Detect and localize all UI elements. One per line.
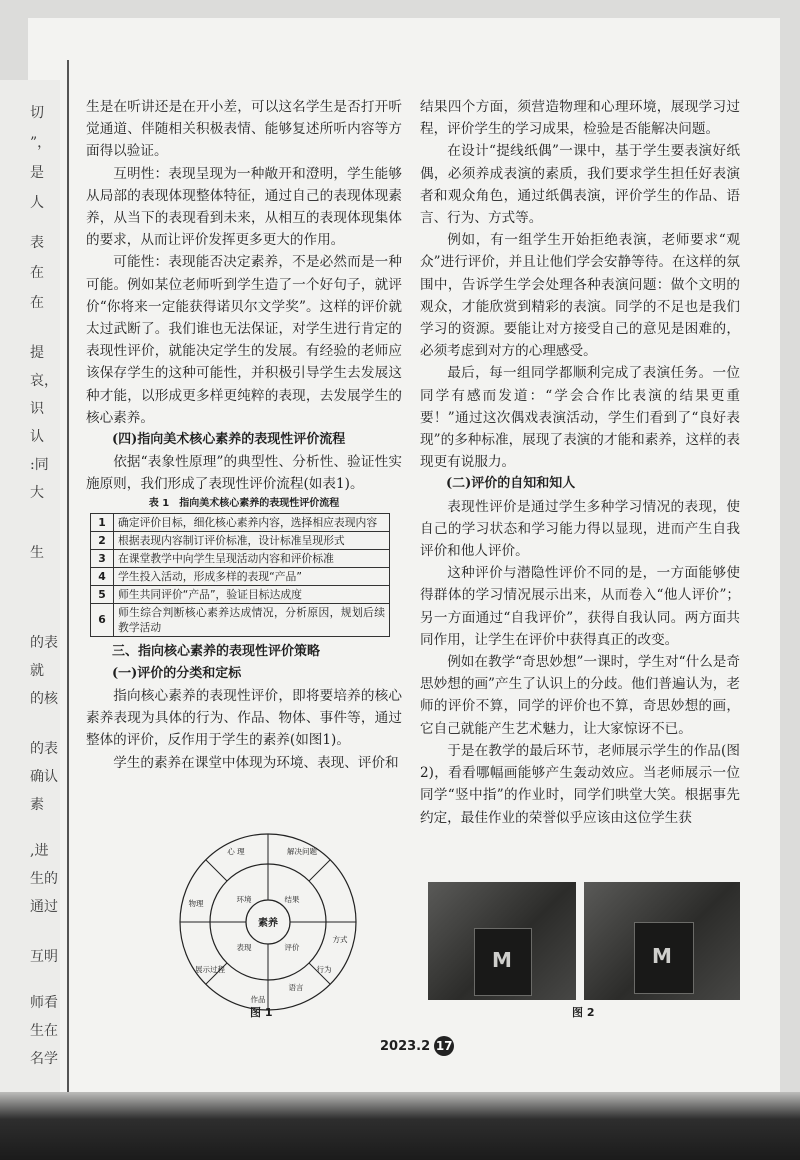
bleed-text-fragment: 是 <box>30 165 44 181</box>
paragraph: 例如，有一组学生开始拒绝表演，老师要求“观众”进行评价，并且让他们学会安静等待。在这样的氛围中，告诉学生学会处理各种表演问题：做个文明的观众，才能欣赏到精彩的表演。同学的不足也是我们学习的资源。要能让对方接受自己的意见是困难的，必须考虑到对方的心理感受。 <box>420 232 740 360</box>
bleed-text-fragment: 生 <box>30 545 44 561</box>
outer-label: 解决问题 <box>287 847 317 856</box>
table-row <box>91 549 390 567</box>
row-number: 5 <box>91 585 114 603</box>
bleed-text-fragment: 的表 <box>30 635 58 651</box>
outer-label: 方式 <box>332 935 348 944</box>
paragraph: 这种评价与潜隐性评价不同的是，一方面能够使得群体的学习情况展示出来，从而卷入“他人评价”；另一方面通过“自我评价”，获得自我认同。两方面共同作用，让学生在评价中获得真正的改变。 <box>420 565 740 648</box>
bleed-text-fragment: 通过 <box>30 899 58 915</box>
page-footer <box>380 1036 454 1056</box>
bleed-text-fragment: 提 <box>30 345 44 361</box>
inner-label: 表现 <box>236 943 252 952</box>
bleed-text-fragment: 生在 <box>30 1023 58 1039</box>
previous-page-bleed <box>0 80 60 1120</box>
figure-1-caption: 图 1 <box>250 1006 273 1019</box>
bleed-text-fragment: 在 <box>30 295 44 311</box>
subsection-heading: (一)评价的分类和定标 <box>112 665 242 681</box>
inner-label: 环境 <box>236 895 252 904</box>
paragraph: 在设计“提线纸偶”一课中，基于学生要表演好纸偶，必须养成表演的素质，我们要求学生担任好表演者和观众角色，通过纸偶表演，评价学生的作品、语言、行为、方式等。 <box>420 143 740 227</box>
table-row <box>91 603 390 636</box>
bleed-text-fragment: 大 <box>30 485 44 501</box>
bleed-text-fragment: 哀， <box>30 373 58 389</box>
page-fold-line <box>67 60 69 1105</box>
row-number: 1 <box>91 513 114 531</box>
row-text: 在课堂教学中向学生呈现活动内容和评价标准 <box>114 549 390 567</box>
section-heading: (四)指向美术核心素养的表现性评价流程 <box>112 432 346 448</box>
page-number: 17 <box>434 1036 454 1056</box>
outer-label: 心 理 <box>227 847 245 856</box>
outer-label: 行为 <box>316 965 332 974</box>
bleed-text-fragment: 师看 <box>30 995 58 1011</box>
paragraph: 指向核心素养的表现性评价，即将要培养的核心素养表现为具体的行为、作品、物体、事件等，通过整体的评价，反作用于学生的素养(如图1)。 <box>86 688 402 749</box>
paragraph: 学生的素养在课堂中体现为环境、表现、评价和 <box>113 754 399 771</box>
paragraph: 例如在教学“奇思妙想”一课时，学生对“什么是奇思妙想的画”产生了认识上的分歧。他们普遍认为，老师的评价不算，同学的评价也不算，奇思妙想的画，它自己就能产生艺术魅力，让大家惊讶不已。 <box>420 654 740 737</box>
scan-shadow-band <box>0 1092 800 1160</box>
row-number: 4 <box>91 567 114 585</box>
bleed-text-fragment: ”， <box>30 135 52 151</box>
bleed-text-fragment: 认 <box>30 429 44 445</box>
table-row <box>91 585 390 603</box>
bleed-text-fragment: 表 <box>30 235 44 251</box>
outer-label: 展示过程 <box>195 965 225 974</box>
row-text: 根据表现内容制订评价标准，设计标准呈现形式 <box>114 531 390 549</box>
outer-label: 物理 <box>188 899 204 908</box>
literacy-diagram-figure <box>178 832 358 1012</box>
paragraph: 于是在教学的最后环节，老师展示学生的作品(图2)，看看哪幅画能够产生轰动效应。当老师展示一位同学“竖中指”的作业时，同学们哄堂大笑。根据事先约定，最佳作业的荣誉似乎应该由这位学生获 <box>420 742 740 826</box>
row-text: 师生共同评价“产品”，验证目标达成度 <box>114 585 390 603</box>
row-text: 师生综合判断核心素养达成情况，分析原因，规划后续教学活动 <box>114 603 390 636</box>
bleed-text-fragment: 互明 <box>30 949 58 965</box>
outer-label: 语言 <box>288 983 304 992</box>
table-caption: 表 1 指向美术核心素养的表现性评价流程 <box>148 497 340 509</box>
table-row <box>91 531 390 549</box>
row-number: 3 <box>91 549 114 567</box>
bleed-text-fragment: 素 <box>30 797 44 813</box>
paragraph: 依据“表象性原理”的典型性、分析性、验证性实施原则，我们形成了表现性评价流程(如表1)。 <box>86 454 402 493</box>
bleed-text-fragment: 确认 <box>30 769 58 785</box>
inner-label: 结果 <box>284 895 300 904</box>
figure-2-caption: 图 2 <box>572 1006 595 1019</box>
row-number: 6 <box>91 603 114 636</box>
inner-label: 评价 <box>284 943 300 952</box>
bleed-text-fragment: 就 <box>30 663 44 679</box>
paragraph: 结果四个方面，须营造物理和心理环境，展现学习过程，评价学生的学习成果，检验是否能解决问题。 <box>420 99 740 138</box>
row-number: 2 <box>91 531 114 549</box>
outer-label: 作品 <box>250 995 266 1004</box>
artwork-mark: M <box>652 944 672 968</box>
bleed-text-fragment: 的表 <box>30 741 58 757</box>
left-column <box>86 96 402 774</box>
bleed-text-fragment: 在 <box>30 265 44 281</box>
bleed-text-fragment: 识 <box>30 401 44 417</box>
paragraph: 生是在听讲还是在开小差，可以这名学生是否打开听觉通道、伴随相关积极表情、能够复述所听内容等方面得以验证。 <box>86 99 402 160</box>
bleed-text-fragment: :同 <box>30 457 49 473</box>
paragraph: 互明性：表现呈现为一种敞开和澄明，学生能够从局部的表现体现整体特征，通过自己的表现体现素养，从当下的表现看到未来，从相互的表现体现集体的要求，从而让评价发挥更多更大的作用。 <box>86 165 402 249</box>
student-artwork-photo <box>428 882 576 1000</box>
bleed-text-fragment: ,进 <box>30 843 49 859</box>
artwork-mark: M <box>492 948 512 972</box>
bleed-text-fragment: 生的 <box>30 871 58 887</box>
issue-number: 2023.2 <box>380 1039 431 1054</box>
row-text: 确定评价目标，细化核心素养内容，选择相应表现内容 <box>114 513 390 531</box>
evaluation-flow-table <box>90 513 390 637</box>
bleed-text-fragment: 的核 <box>30 691 58 707</box>
bleed-text-fragment: 人 <box>30 195 44 211</box>
table-row <box>91 567 390 585</box>
table-row <box>91 513 390 531</box>
bleed-text-fragment: 切 <box>30 105 44 121</box>
subsection-heading: (二)评价的自知和知人 <box>446 476 576 492</box>
paragraph: 表现性评价是通过学生多种学习情况的表现，使自己的学习状态和学习能力得以显现，进而产生自我评价和他人评价。 <box>420 498 740 560</box>
paragraph: 可能性：表现能否决定素养，不是必然而是一种可能。例如某位老师听到学生造了一个好句子，就评价“你将来一定能获得诺贝尔文学奖”。这样的评价就太过武断了。我们谁也无法保证，对学生进行肯定的表现性评价，就能决定学生的发展。有经验的老师应该保存学生的这种可能性，并积极引导学生去发展这种才能，以形成更多样更纯粹的表现，去发展学生的核心素养。 <box>86 254 402 426</box>
bleed-text-fragment: 名学 <box>30 1051 58 1067</box>
paragraph: 最后，每一组同学都顺利完成了表演任务。一位同学有感而发道：“学会合作比表演的结果更重要！”通过这次偶戏表演活动，学生们看到了“良好表现”的多种标准，展现了表演的才能和素养，这样的表现更有说服力。 <box>420 365 740 471</box>
right-column <box>420 96 740 829</box>
student-artwork-photo <box>584 882 740 1000</box>
section-heading: 三、指向核心素养的表现性评价策略 <box>112 643 321 659</box>
center-label: 素养 <box>258 918 278 929</box>
row-text: 学生投入活动，形成多样的表现“产品” <box>114 567 390 585</box>
